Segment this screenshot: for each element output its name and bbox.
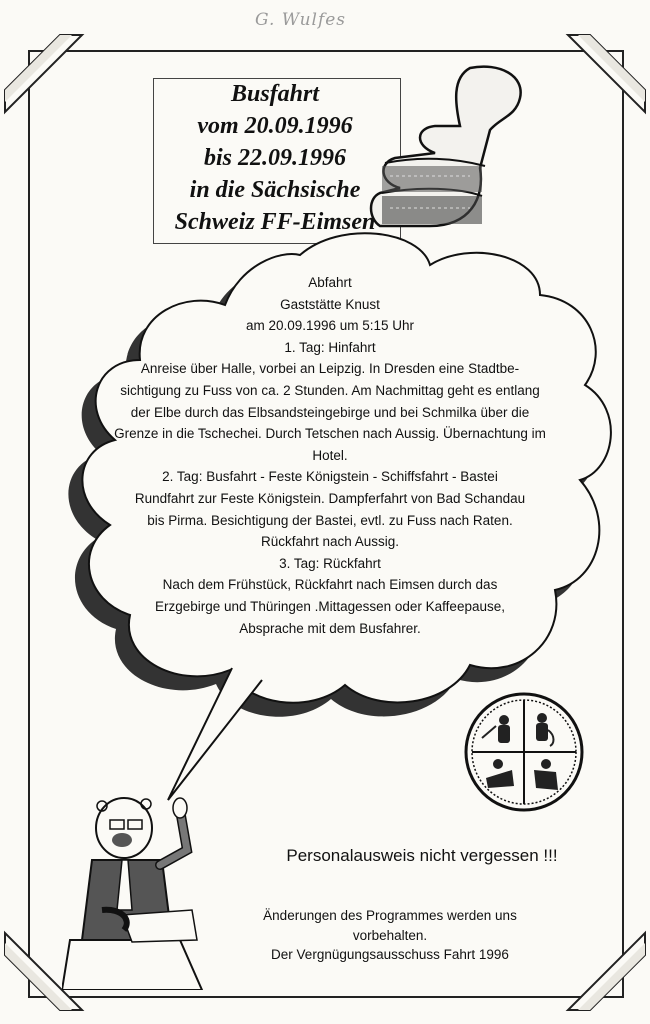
program-line: am 20.09.1996 um 5:15 Uhr [245, 318, 415, 334]
program-line: bis Pirma. Besichtigung der Bastei, evtl. zu Fuss nach Raten. [147, 512, 513, 528]
changes-notice [232, 906, 548, 946]
title-line: Schweiz FF-Eimsen [174, 209, 376, 235]
cartoon-man-pointing-icon [62, 790, 227, 990]
notice-line: vorbehalten. [352, 928, 428, 943]
fire-brigade-emblem-icon [462, 690, 586, 814]
title-line: vom 20.09.1996 [197, 113, 353, 139]
program-line: Rundfahrt zur Feste Königstein. Dampferfahrt von Bad Schandau [134, 490, 526, 506]
program-line: Erzgebirge und Thüringen .Mittagessen oder Kaffeepause, [155, 598, 505, 614]
title-line: bis 22.09.1996 [203, 145, 346, 171]
notice-line: Änderungen des Programmes werden uns [263, 908, 517, 923]
program-line: Abfahrt [308, 275, 352, 290]
program-line: 2. Tag: Busfahrt - Feste Königstein - Schiffsfahrt - Bastei [162, 469, 498, 485]
program-line: Anreise über Halle, vorbei an Leipzig. In Dresden eine Stadtbe- [140, 361, 520, 377]
program-line: 3. Tag: Rückfahrt [279, 555, 381, 571]
program-line: 1. Tag: Hinfahrt [284, 339, 376, 355]
program-line: Absprache mit dem Busfahrer. [239, 620, 421, 636]
program-line: Rückfahrt nach Aussig. [260, 534, 400, 550]
program-line: der Elbe durch das Elbsandsteingebirge und bei Schmilka über die [130, 404, 530, 420]
committee-signature: Der Vergnügungsausschuss Fahrt 1996 [271, 947, 509, 962]
signature: G. Wulfes [255, 10, 347, 30]
title-line: Busfahrt [230, 81, 320, 107]
program-line: sichtigung zu Fuss von ca. 2 Stunden. Am Nachmittag geht es entlang [120, 382, 540, 398]
program-line: Hotel. [312, 447, 348, 463]
id-card-reminder: Personalausweis nicht vergessen !!! [286, 846, 558, 865]
title-line: in die Sächsische [189, 177, 361, 203]
program-text [95, 272, 565, 639]
program-line: Grenze in die Tschechei. Durch Tetschen nach Aussig. Übernachtung im [114, 426, 546, 442]
program-line: Nach dem Frühstück, Rückfahrt nach Eimsen durch das [162, 577, 498, 593]
program-line: Gaststätte Knust [280, 296, 380, 312]
